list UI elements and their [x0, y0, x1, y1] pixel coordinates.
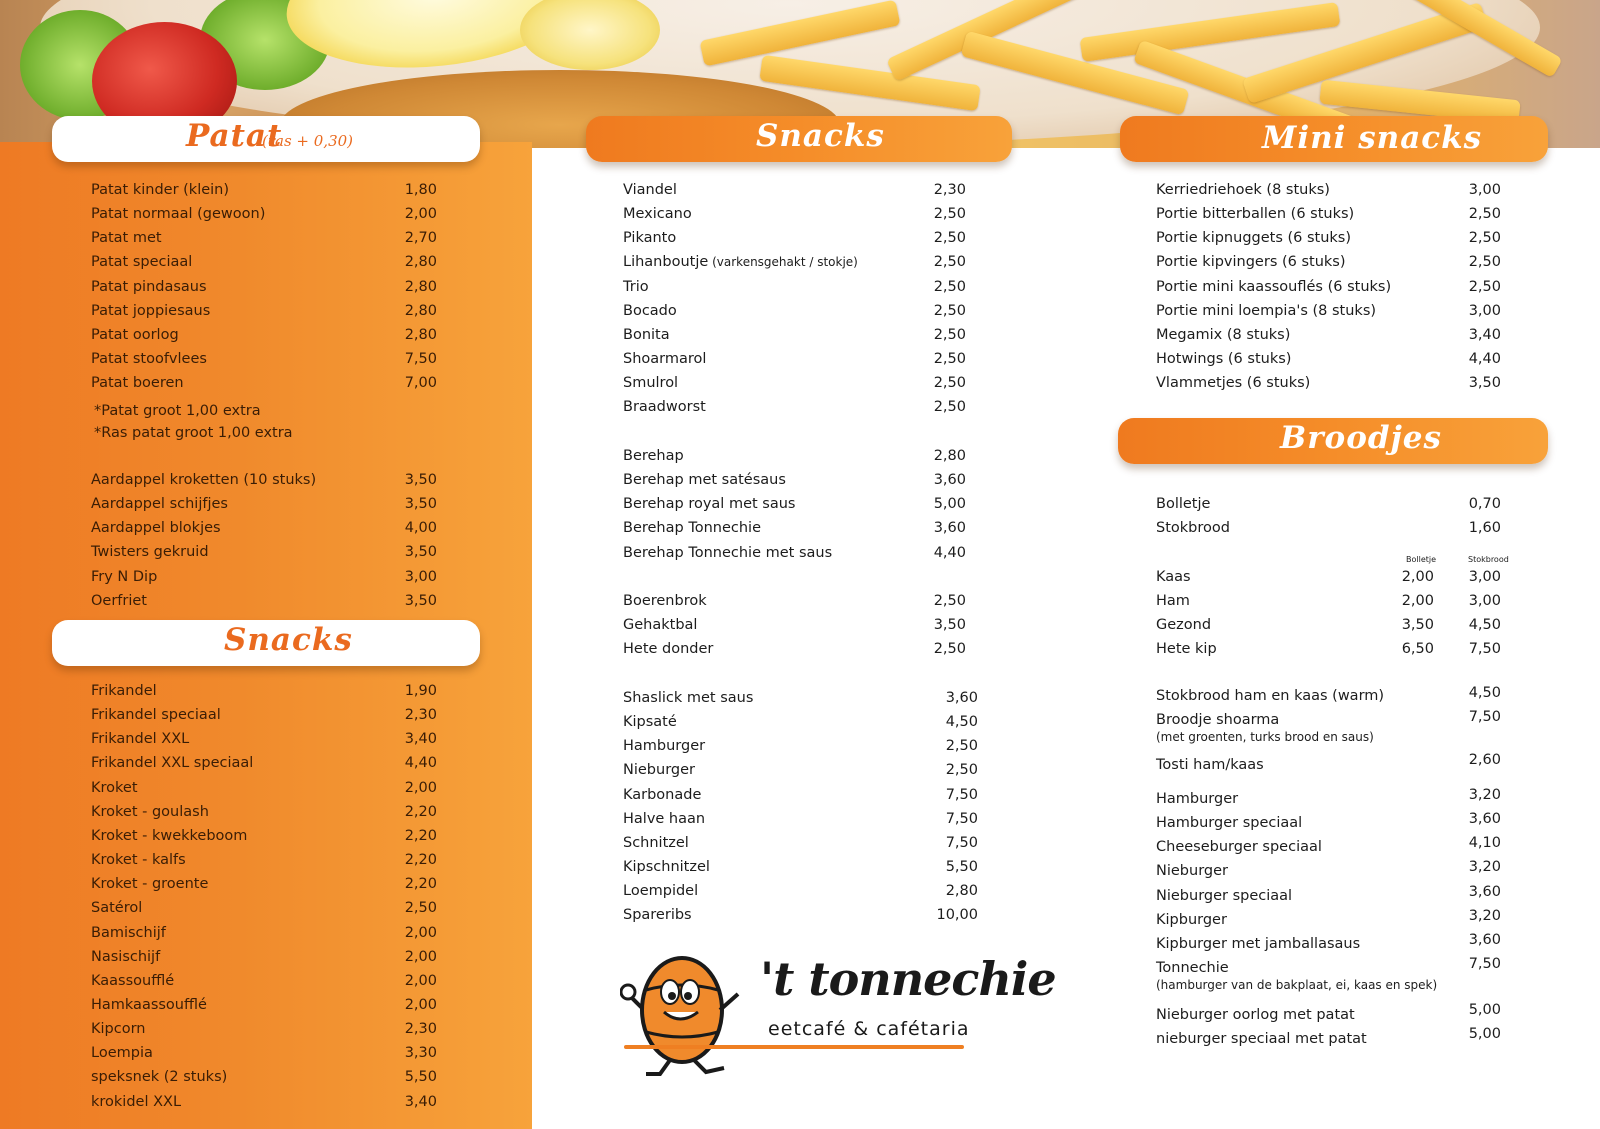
menu-item-price: 3,30: [404, 1045, 437, 1062]
menu-item-name: Aardappel kroketten (10 stuks): [91, 472, 317, 488]
menu-item-price: 1,60: [1468, 520, 1501, 537]
menu-item-price: 7,50: [945, 810, 978, 827]
menu-item-price: 2,50: [1468, 230, 1501, 247]
menu-item-price: 2,20: [404, 852, 437, 869]
menu-item: [1156, 1002, 1501, 1031]
menu-item: [1156, 182, 1501, 206]
menu-item-note: (met groenten, turks brood en saus): [1156, 730, 1374, 744]
price-stokbrood: 4,50: [1468, 617, 1501, 634]
menu-item-price: 7,50: [1468, 956, 1501, 973]
menu-item-price: 2,50: [933, 351, 966, 368]
menu-item-price: 4,40: [404, 755, 437, 772]
menu-item: [91, 182, 437, 206]
price-stokbrood: 7,50: [1468, 641, 1501, 658]
mini-snacks-title: Mini snacks: [1262, 120, 1483, 156]
menu-item-price: 3,50: [404, 472, 437, 488]
menu-item-name: Kipsaté: [623, 714, 677, 731]
menu-item-name: Kroket: [91, 779, 138, 796]
menu-item: [1156, 375, 1501, 399]
menu-item-price: 2,00: [404, 996, 437, 1013]
menu-item-price: 5,00: [933, 496, 966, 513]
menu-item-name: Boerenbrok: [623, 593, 707, 609]
menu-item: [623, 279, 966, 303]
menu-item-name: Patat speciaal: [91, 254, 193, 271]
menu-item-name: Kroket - groente: [91, 876, 209, 893]
menu-item-name: Bolletje: [1156, 496, 1211, 512]
menu-item: [1156, 859, 1501, 887]
menu-item-name: Pikanto: [623, 230, 677, 247]
menu-item: [91, 900, 437, 924]
menu-item: [91, 804, 437, 828]
menu-item: [623, 762, 978, 786]
menu-item-price: 3,20: [1468, 907, 1501, 924]
menu-item-name: Fry N Dip: [91, 568, 158, 585]
menu-item-price: 4,00: [404, 520, 437, 537]
menu-item-name: Portie kipnuggets (6 stuks): [1156, 230, 1352, 247]
menu-item-name: Patat joppiesaus: [91, 302, 211, 319]
menu-item-price: 2,80: [945, 883, 978, 900]
menu-item: [1156, 593, 1501, 617]
menu-item-name: Kaas: [1156, 569, 1191, 585]
menu-item: [1156, 279, 1501, 303]
menu-item-price: 2,00: [404, 206, 437, 223]
menu-item-price: 2,30: [404, 1021, 437, 1038]
menu-item-name: Frikandel: [91, 683, 157, 699]
menu-item-price: 2,80: [404, 254, 437, 271]
menu-item-price: 2,50: [933, 593, 966, 609]
menu-item-price: 2,50: [933, 302, 966, 319]
menu-item-name: krokidel XXL: [91, 1093, 182, 1110]
menu-item: [623, 738, 978, 762]
menu-item: [91, 1069, 437, 1093]
menu-item-name: Broodje shoarma: [1156, 712, 1280, 728]
menu-item-price: 2,50: [933, 326, 966, 343]
menu-item-name: Hete kip: [1156, 641, 1217, 658]
menu-item-name: Aardappel schijfjes: [91, 496, 228, 513]
menu-item-price: 3,60: [945, 690, 978, 706]
patat-note: *Patat groot 1,00 extra: [94, 403, 261, 419]
menu-item-price: 5,50: [945, 859, 978, 876]
column-header-bolletje: Bolletje: [1406, 555, 1437, 564]
menu-item: [91, 303, 437, 327]
menu-item: [91, 876, 437, 900]
menu-item: [91, 828, 437, 852]
menu-item-price: 2,00: [404, 779, 437, 796]
menu-item-price: 2,50: [945, 762, 978, 779]
menu-item-name: Patat boeren: [91, 375, 184, 392]
menu-item-price: 2,20: [404, 803, 437, 820]
menu-item-price: 3,60: [1468, 811, 1501, 828]
menu-item-price: 4,50: [945, 714, 978, 731]
menu-item-name: Frikandel XXL speciaal: [91, 755, 254, 772]
menu-item-name: Stokbrood: [1156, 520, 1230, 537]
menu-item-price: 3,60: [933, 472, 966, 489]
menu-item: [1156, 327, 1501, 351]
menu-item-price: 2,80: [404, 302, 437, 319]
menu-item: [1156, 496, 1501, 520]
menu-item-price: 2,60: [1468, 752, 1501, 768]
column-header-stokbrood: Stokbrood: [1468, 555, 1509, 564]
menu-item-name: Bocado: [623, 302, 677, 319]
menu-item: [91, 925, 437, 949]
menu-item: [623, 351, 966, 375]
menu-item-name: Aardappel blokjes: [91, 520, 221, 537]
menu-item: [623, 787, 978, 811]
menu-item: [1156, 907, 1501, 936]
menu-item-price: 2,30: [933, 182, 966, 198]
menu-item: [91, 206, 437, 230]
menu-item-name: Tosti ham/kaas: [1156, 757, 1264, 773]
menu-item-price: 2,50: [933, 254, 966, 271]
menu-item: [1156, 752, 1501, 781]
menu-item: [1156, 811, 1501, 839]
menu-item-price: 4,10: [1468, 835, 1501, 852]
menu-item: [91, 973, 437, 997]
menu-item-price: 3,40: [404, 731, 437, 748]
menu-item-name: Kroket - kalfs: [91, 852, 186, 869]
menu-item: [623, 472, 966, 496]
menu-item: [91, 569, 437, 593]
price-stokbrood: 3,00: [1468, 569, 1501, 585]
menu-item-price: 3,50: [404, 496, 437, 513]
menu-item-name: Berehap Tonnechie met saus: [623, 544, 833, 561]
menu-item: [623, 883, 978, 907]
menu-item-name: Portie mini loempia's (8 stuks): [1156, 302, 1377, 319]
menu-item-price: 2,80: [404, 326, 437, 343]
menu-item-name: Smulrol: [623, 375, 679, 392]
menu-item-price: 7,50: [404, 351, 437, 368]
menu-item-price: 2,00: [404, 948, 437, 965]
menu-item: [1156, 206, 1501, 230]
menu-item: [623, 254, 966, 278]
menu-item: [623, 230, 966, 254]
menu-item-name: Berehap met satésaus: [623, 472, 786, 489]
menu-item-name: Shaslick met saus: [623, 690, 754, 706]
menu-item: [91, 852, 437, 876]
menu-item-price: 3,50: [404, 544, 437, 561]
menu-item-name: Portie kipvingers (6 stuks): [1156, 254, 1346, 271]
menu-item: [623, 399, 966, 423]
patat-title: Patat: [186, 118, 283, 154]
menu-item: [1156, 883, 1501, 912]
menu-item-price: 3,20: [1468, 859, 1501, 876]
menu-item-price: 2,50: [933, 206, 966, 223]
menu-item-price: 10,00: [936, 907, 978, 924]
menu-item: [91, 755, 437, 779]
menu-item-name: Cheeseburger speciaal: [1156, 839, 1322, 856]
menu-item: [1156, 685, 1501, 712]
menu-item-price: 2,50: [933, 278, 966, 295]
menu-item-price: 4,50: [1468, 685, 1501, 701]
patat-subtitle: (ras + 0,30): [262, 132, 354, 150]
menu-item-price: 4,40: [933, 544, 966, 561]
menu-item-price: 5,00: [1468, 1002, 1501, 1018]
menu-item: [91, 683, 437, 707]
menu-item: [1156, 835, 1501, 863]
brand-tagline: eetcafé & cafétaria: [768, 1018, 970, 1040]
menu-item: [623, 375, 966, 399]
menu-item-name: Oerfriet: [91, 592, 147, 609]
menu-item-price: 3,60: [1468, 931, 1501, 948]
menu-item-name: Patat stoofvlees: [91, 351, 207, 368]
tonnechie-logo: [620, 950, 1056, 1080]
menu-item-price: 2,00: [404, 972, 437, 989]
menu-item-price: 2,50: [1468, 254, 1501, 271]
menu-item-price: 2,50: [933, 375, 966, 392]
price-bolletje: 3,50: [1401, 617, 1434, 634]
menu-item-price: 2,50: [933, 230, 966, 247]
menu-item-name: Schnitzel: [623, 834, 689, 851]
menu-item: [91, 707, 437, 731]
patat-note: *Ras patat groot 1,00 extra: [94, 424, 293, 441]
menu-item-name: Kaassoufflé: [91, 972, 175, 989]
menu-item-name: Lihanboutje (varkensgehakt / stokje): [623, 254, 858, 271]
barrel-mascot-icon: [620, 950, 770, 1080]
menu-item-name: Loempidel: [623, 883, 699, 900]
menu-item: [91, 327, 437, 351]
menu-item: [91, 1021, 437, 1045]
menu-item-price: 3,50: [933, 617, 966, 634]
menu-item-name: Hamkaassoufflé: [91, 996, 207, 1013]
menu-item-price: 5,50: [404, 1069, 437, 1086]
menu-item-name: Hete donder: [623, 641, 714, 658]
menu-item: [623, 593, 966, 617]
menu-item-name: Nasischijf: [91, 948, 161, 965]
menu-item: [623, 835, 978, 859]
snacks-left-title: Snacks: [224, 622, 353, 658]
menu-item-name: Kipburger met jamballasaus: [1156, 935, 1361, 952]
price-bolletje: 6,50: [1401, 641, 1434, 658]
menu-item-price: 2,20: [404, 827, 437, 844]
menu-item-price: 2,70: [404, 230, 437, 247]
menu-item-price: 2,50: [933, 641, 966, 658]
menu-item-price: 3,40: [1468, 326, 1501, 343]
menu-item-name: Bamischijf: [91, 924, 166, 941]
menu-item: [1156, 569, 1501, 593]
menu-item: [623, 617, 966, 641]
menu-item-name: Kerriedriehoek (8 stuks): [1156, 182, 1330, 198]
menu-item-name: Kroket - goulash: [91, 803, 209, 820]
menu-item-price: 3,50: [404, 592, 437, 609]
menu-item-name: Gezond: [1156, 617, 1212, 634]
menu-item-name: Patat pindasaus: [91, 278, 207, 295]
menu-item-name: Frikandel speciaal: [91, 707, 221, 724]
menu-item: [623, 182, 966, 206]
menu-item: [91, 472, 437, 496]
menu-item-name: Karbonade: [623, 786, 702, 803]
menu-item: [91, 949, 437, 973]
menu-item-name: Berehap royal met saus: [623, 496, 796, 513]
menu-item-name: Frikandel XXL: [91, 731, 190, 748]
menu-item-name: Spareribs: [623, 907, 692, 924]
menu-item-name: Bonita: [623, 326, 670, 343]
menu-item-price: 2,00: [404, 924, 437, 941]
menu-item: [91, 997, 437, 1021]
menu-item-name: Kipburger: [1156, 911, 1227, 928]
menu-item: [91, 254, 437, 278]
menu-item: [91, 593, 437, 617]
menu-item: [1156, 351, 1501, 375]
menu-item: [91, 780, 437, 804]
menu-item-name: Mexicano: [623, 206, 692, 223]
menu-item: [623, 303, 966, 327]
menu-item-name: Hotwings (6 stuks): [1156, 351, 1292, 368]
menu-item: [1156, 303, 1501, 327]
menu-item-name: Halve haan: [623, 810, 706, 827]
menu-item-name: Ham: [1156, 593, 1190, 610]
price-bolletje: 2,00: [1401, 593, 1434, 610]
menu-item: [1156, 641, 1501, 665]
menu-item-price: 2,50: [945, 738, 978, 755]
menu-item-name: Portie bitterballen (6 stuks): [1156, 206, 1355, 223]
menu-item-price: 2,20: [404, 876, 437, 893]
menu-item-price: 7,00: [404, 375, 437, 392]
menu-item: [623, 859, 978, 883]
menu-item-price: 2,50: [404, 900, 437, 917]
menu-item-name: Nieburger oorlog met patat: [1156, 1007, 1355, 1023]
menu-item-name: Nieburger: [623, 762, 695, 779]
menu-item-name: Gehaktbal: [623, 617, 698, 634]
menu-item-name: Berehap: [623, 448, 684, 464]
menu-item-price: 0,70: [1468, 496, 1501, 512]
menu-item-price: 2,50: [933, 399, 966, 416]
menu-item-name: Kroket - kwekkeboom: [91, 827, 248, 844]
menu-item-price: 4,40: [1468, 351, 1501, 368]
menu-item-name: Hamburger speciaal: [1156, 815, 1303, 832]
menu-item-name: Kipcorn: [91, 1021, 146, 1038]
menu-item-price: 3,00: [1468, 302, 1501, 319]
menu-item: [1156, 1026, 1501, 1055]
menu-item: [623, 448, 966, 472]
menu-item: [91, 731, 437, 755]
menu-item-price: 2,50: [1468, 206, 1501, 223]
menu-item-price: 3,20: [1468, 787, 1501, 803]
menu-item: [623, 327, 966, 351]
menu-item: [623, 811, 978, 835]
menu-item-name: speksnek (2 stuks): [91, 1069, 228, 1086]
menu-item-name: Hamburger: [1156, 791, 1239, 807]
menu-item-price: 1,90: [404, 683, 437, 699]
menu-item-price: 1,80: [404, 182, 437, 198]
menu-item: [1156, 230, 1501, 254]
menu-item-name: Berehap Tonnechie: [623, 520, 761, 537]
menu-item-name: Nieburger speciaal: [1156, 887, 1293, 904]
menu-item-name: Trio: [623, 278, 649, 295]
price-stokbrood: 3,00: [1468, 593, 1501, 610]
menu-item: [91, 1094, 437, 1118]
brand-name: 't tonnechie: [760, 952, 1056, 1006]
menu-item-name: Patat oorlog: [91, 326, 179, 343]
menu-item: [91, 496, 437, 520]
menu-item: [91, 230, 437, 254]
menu-item-name: Patat normaal (gewoon): [91, 206, 266, 223]
menu-item-price: 2,50: [1468, 278, 1501, 295]
menu-item: [91, 544, 437, 568]
broodjes-title: Broodjes: [1280, 420, 1442, 456]
menu-item-price: 7,50: [945, 786, 978, 803]
menu-item: [91, 1045, 437, 1069]
menu-item-name: Shoarmarol: [623, 351, 707, 368]
price-bolletje: 2,00: [1401, 569, 1434, 585]
menu-item: [623, 520, 966, 544]
menu-item-extra: (varkensgehakt / stokje): [708, 255, 858, 270]
menu-item: [1156, 787, 1501, 815]
menu-item-name: Patat met: [91, 230, 162, 247]
menu-item-name: nieburger speciaal met patat: [1156, 1031, 1367, 1048]
menu-item-name: Loempia: [91, 1045, 153, 1062]
menu-item-price: 3,40: [404, 1093, 437, 1110]
menu-item-price: 3,00: [404, 568, 437, 585]
menu-item-note: (hamburger van de bakplaat, ei, kaas en spek): [1156, 978, 1438, 993]
menu-item: [91, 375, 437, 399]
menu-item-price: 2,80: [404, 278, 437, 295]
menu-item: [623, 690, 978, 714]
menu-item: [1156, 254, 1501, 278]
menu-item-name: Kipschnitzel: [623, 859, 710, 876]
menu-item-price: 3,00: [1468, 182, 1501, 198]
menu-item: [91, 520, 437, 544]
menu-item-name: Patat kinder (klein): [91, 182, 230, 198]
menu-item-price: 3,60: [1468, 883, 1501, 900]
menu-item: [1156, 520, 1501, 544]
menu-item-price: 7,50: [945, 834, 978, 851]
menu-item-name: Satérol: [91, 900, 143, 917]
menu-item-price: 7,50: [1468, 709, 1501, 725]
menu-item: [91, 279, 437, 303]
menu-item-name: Hamburger: [623, 738, 706, 755]
menu-item: [91, 351, 437, 375]
menu-item-name: Stokbrood ham en kaas (warm): [1156, 688, 1385, 704]
menu-item-price: 3,50: [1468, 375, 1501, 392]
menu-item-price: 2,30: [404, 707, 437, 724]
menu-item-name: Tonnechie: [1156, 960, 1229, 977]
menu-item-name: Nieburger: [1156, 863, 1228, 880]
menu-item: [623, 496, 966, 520]
menu-item: [623, 641, 966, 665]
menu-item: [623, 907, 978, 931]
menu-item: [1156, 931, 1501, 960]
menu-item: [623, 206, 966, 230]
menu-item-name: Twisters gekruid: [91, 544, 209, 561]
menu-item: [623, 714, 978, 738]
menu-item-name: Braadworst: [623, 399, 706, 416]
snacks-mid-title: Snacks: [756, 118, 885, 154]
menu-item-name: Viandel: [623, 182, 677, 198]
menu-item-name: Megamix (8 stuks): [1156, 326, 1291, 343]
menu-item-price: 2,80: [933, 448, 966, 464]
menu-item: [1156, 617, 1501, 641]
menu-item: [623, 545, 966, 569]
menu-item-price: 3,60: [933, 520, 966, 537]
menu-item-name: Vlammetjes (6 stuks): [1156, 375, 1311, 392]
menu-item-price: 5,00: [1468, 1026, 1501, 1043]
menu-item-name: Portie mini kaassouflés (6 stuks): [1156, 278, 1392, 295]
